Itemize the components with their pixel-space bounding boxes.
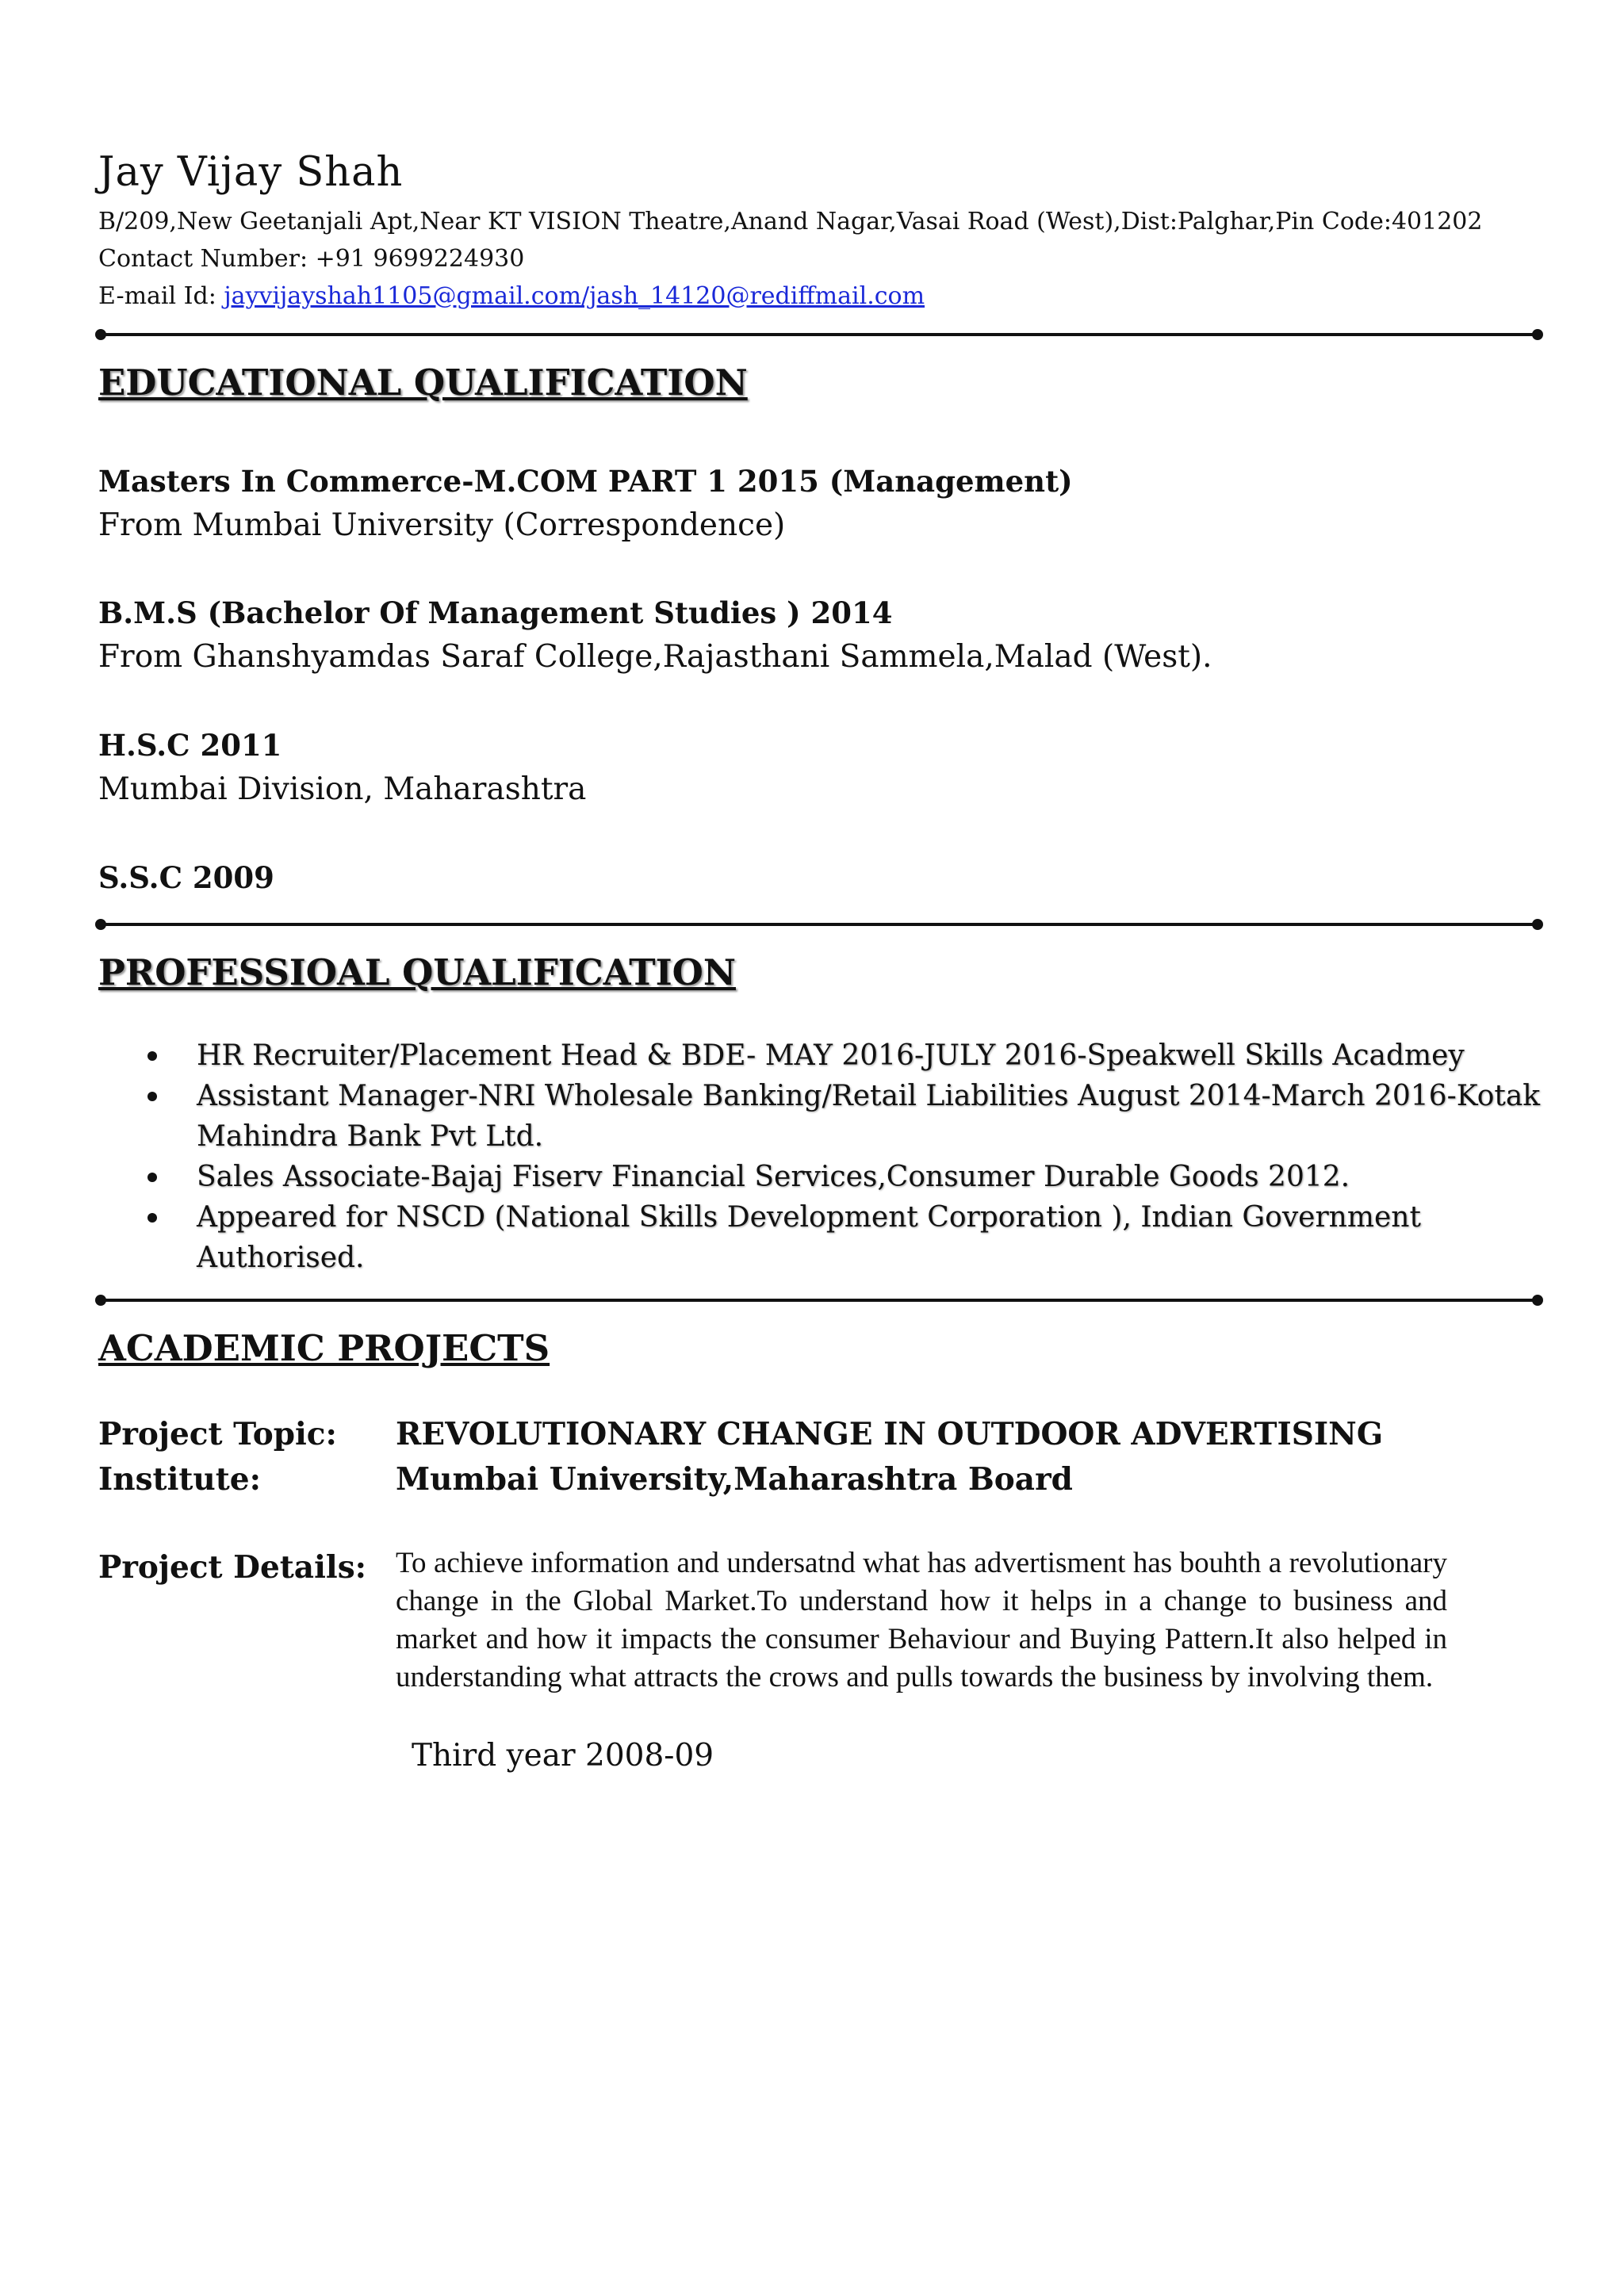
list-item — [147, 1035, 1543, 1076]
divider-end-dot — [1532, 1295, 1543, 1306]
professional-list — [147, 1035, 1543, 1278]
professional-heading: PROFESSIOAL QUALIFICATION — [98, 951, 736, 993]
project-topic-value: REVOLUTIONARY CHANGE IN OUTDOOR ADVERTISING — [396, 1416, 1384, 1452]
degree-detail: From Mumbai University (Correspondence) — [98, 507, 786, 543]
project-year: Third year 2008-09 — [412, 1738, 714, 1774]
bullet-dot-icon — [147, 1213, 157, 1223]
degree-title: S.S.C 2009 — [98, 860, 274, 895]
degree-title: Masters In Commerce-M.COM PART 1 2015 (Management) — [98, 464, 1073, 499]
divider-end-dot — [95, 919, 106, 930]
projects-heading: ACADEMIC PROJECTS — [98, 1327, 550, 1369]
divider-end-dot — [1532, 919, 1543, 930]
email-label: E-mail Id: — [98, 282, 224, 310]
bullet-dot-icon — [147, 1092, 157, 1101]
degree-detail: From Ghanshyamdas Saraf College,Rajasthani Sammela,Malad (West). — [98, 639, 1212, 675]
institute-value: Mumbai University,Maharashtra Board — [396, 1461, 1073, 1498]
divider-end-dot — [95, 329, 106, 340]
project-details-label: Project Details: — [98, 1549, 367, 1586]
list-item — [147, 1197, 1543, 1278]
degree-title: B.M.S (Bachelor Of Management Studies ) 2014 — [98, 595, 893, 630]
list-item — [147, 1157, 1543, 1197]
candidate-name: Jay Vijay Shah — [98, 149, 404, 196]
list-item-text: Appeared for NSCD (National Skills Development Corporation ), Indian Government Authorised. — [197, 1201, 1421, 1274]
divider-end-dot — [1532, 329, 1543, 340]
divider-2 — [100, 923, 1538, 926]
address-line: B/209,New Geetanjali Apt,Near KT VISION Theatre,Anand Nagar,Vasai Road (West),Dist:Palghar,Pin Code:401202 — [98, 208, 1483, 235]
list-item-text: Assistant Manager-NRI Wholesale Banking/Retail Liabilities August 2014-March 2016-Kotak Mahindra Bank Pvt Ltd. — [197, 1080, 1541, 1153]
list-item — [147, 1076, 1543, 1157]
divider-end-dot — [95, 1295, 106, 1306]
bullet-dot-icon — [147, 1051, 157, 1061]
project-details-text: To achieve information and undersatnd what has advertisment has bouhth a revolutionary change in the Global Market.To understand how it helps in a change to business and market and how it impacts the consumer Behaviour and Buying Pattern.It also helped in understanding what attracts the crows and pulls towards the business by involving them. — [396, 1547, 1447, 1693]
divider-1 — [100, 333, 1538, 336]
bullet-dot-icon — [147, 1173, 157, 1182]
education-heading: EDUCATIONAL QUALIFICATION — [98, 362, 748, 404]
project-topic-label: Project Topic: — [98, 1416, 337, 1452]
divider-3 — [100, 1299, 1538, 1302]
contact-number: Contact Number: +91 9699224930 — [98, 245, 525, 273]
list-item-text: HR Recruiter/Placement Head & BDE- MAY 2016-JULY 2016-Speakwell Skills Acadmey — [197, 1039, 1465, 1072]
degree-title: H.S.C 2011 — [98, 728, 282, 763]
degree-detail: Mumbai Division, Maharashtra — [98, 771, 587, 807]
email-link[interactable]: jayvijayshah1105@gmail.com/jash_14120@rediffmail.com — [224, 282, 925, 310]
list-item-text: Sales Associate-Bajaj Fiserv Financial Services,Consumer Durable Goods 2012. — [197, 1161, 1350, 1193]
institute-label: Institute: — [98, 1461, 261, 1498]
email-line — [98, 282, 1542, 310]
